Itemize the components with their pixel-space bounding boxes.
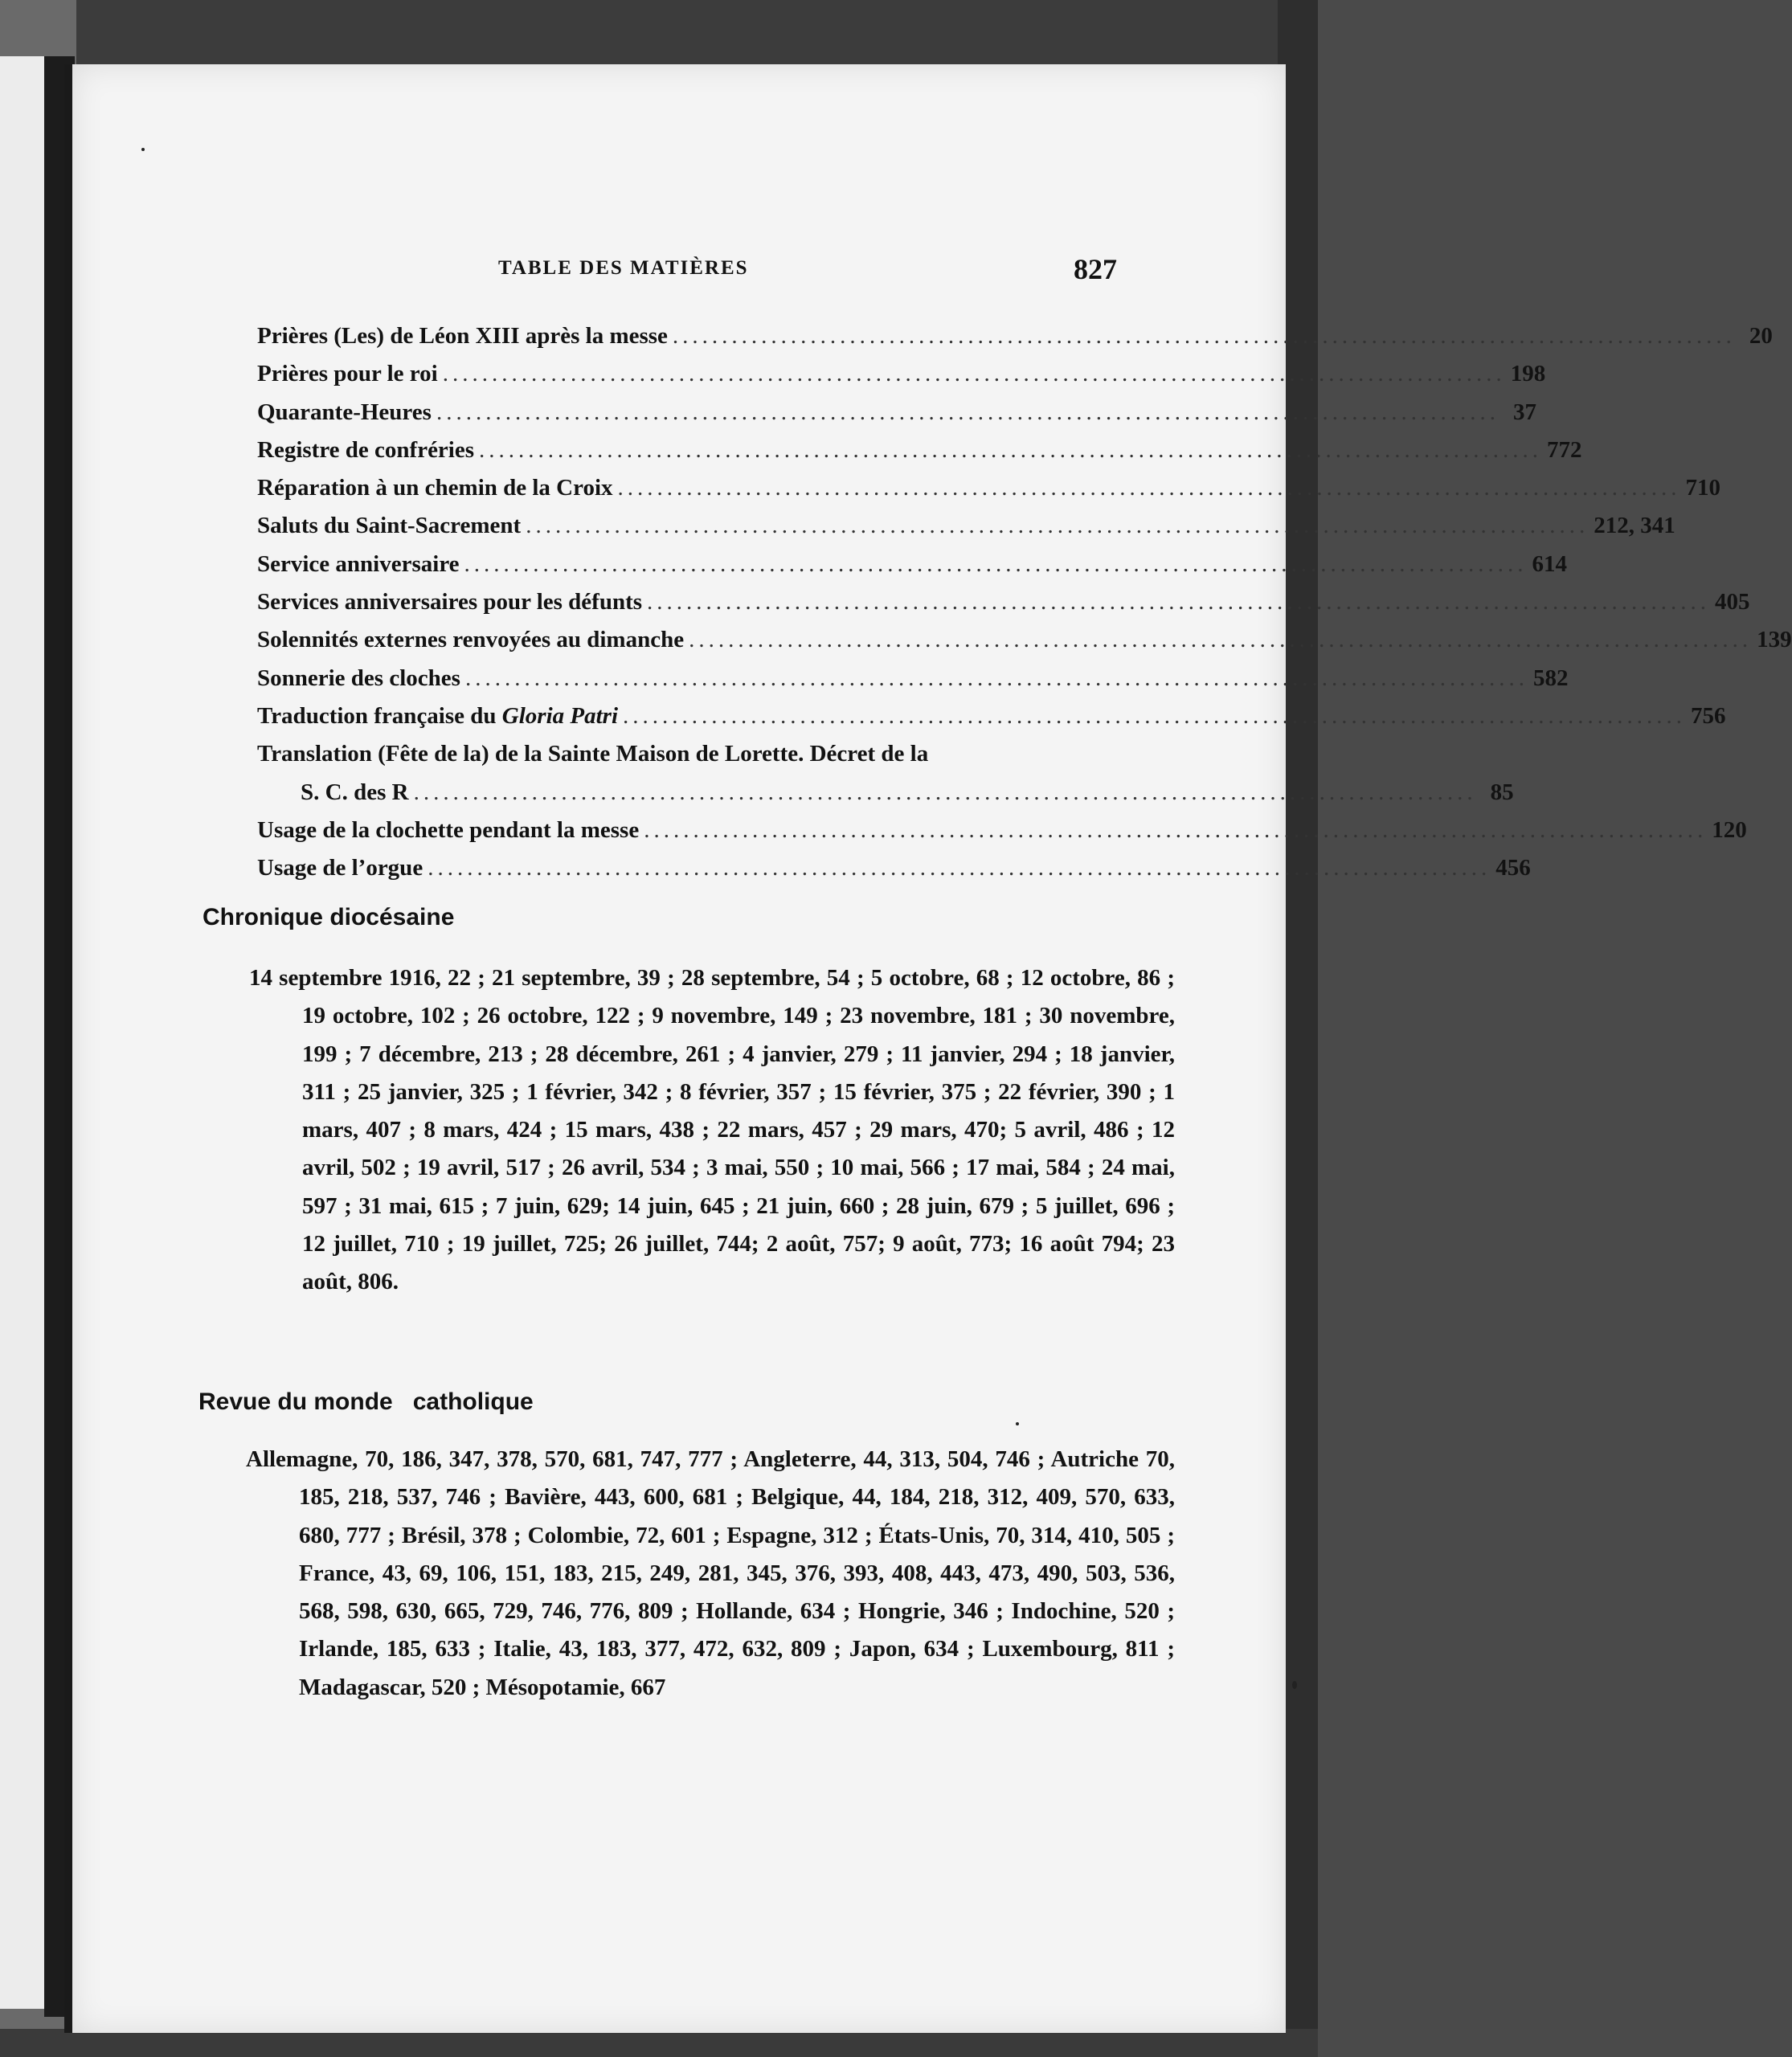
- toc-entry: [257, 589, 1750, 627]
- toc-entry-title: Usage de la clochette pendant la messe: [257, 816, 640, 843]
- dot-leader: ............................................................................................................: [436, 399, 1499, 425]
- dot-leader: ............................................................................................................: [617, 475, 1681, 501]
- dot-leader: ............................................................................................................: [413, 779, 1477, 805]
- toc-entry-title: Saluts du Saint-Sacrement: [257, 513, 522, 539]
- toc-entry-page: 405: [1715, 589, 1750, 615]
- toc-entry: [257, 323, 1773, 361]
- toc-entry: [257, 513, 1675, 550]
- toc-entry-title: [257, 703, 618, 730]
- toc-entry: [257, 855, 1531, 893]
- toc-entry-title: Registre de confréries: [257, 436, 475, 463]
- scan-speck: [1016, 1422, 1019, 1425]
- toc-entry: [257, 361, 1546, 399]
- toc-entry-first-line: [257, 741, 1123, 779]
- running-title: TABLE DES MATIÈRES: [498, 257, 749, 279]
- dot-leader: ............................................................................................................: [428, 855, 1491, 881]
- toc-entry: [257, 816, 1747, 855]
- toc-entry-title: Quarante-Heures: [257, 399, 432, 425]
- dot-leader: ............................................................................................................: [464, 665, 1528, 691]
- scan-speck: [1292, 1681, 1297, 1689]
- toc-entry-page: 756: [1691, 702, 1726, 729]
- toc-entry-title: Service anniversaire: [257, 550, 460, 577]
- scan-frame-bottom: [0, 2029, 1318, 2057]
- dot-leader: ............................................................................................................: [479, 436, 1543, 463]
- toc-entry: [257, 550, 1568, 589]
- dot-leader: ............................................................................................................: [442, 361, 1506, 387]
- toc-entry-page: 456: [1495, 855, 1531, 881]
- toc-entry-page: 20: [1749, 323, 1773, 349]
- toc-entry-page: 120: [1712, 816, 1747, 843]
- toc-entry: [257, 475, 1721, 513]
- revue-paragraph: Allemagne, 70, 186, 347, 378, 570, 681, 747, 777 ; Angleterre, 44, 313, 504, 746 ; Autriche 70, 185, 218, 537, 746 ; Bavière, 443, 600, 681 ; Belgique, 44, 184, 218, 312, 409, 570, 633, 680, 777 ; Brésil, 378 ; Colombie, 72, 601 ; Espagne, 312 ; États-Unis, 70, 314, 410, 505 ; France, 43, 69, 106, 151, 183, 215, 249, 281, 345, 376, 393, 408, 443, 473, 490, 503, 536, 568, 598, 630, 665, 729, 746, 776, 809 ; Hollande, 634 ; Hongrie, 346 ; Indochine, 520 ; Irlande, 185, 633 ; Italie, 43, 183, 377, 472, 632, 809 ; Japon, 634 ; Luxembourg, 811 ; Madagascar, 520 ; Mésopotamie, 667: [246, 1446, 1175, 1700]
- toc-entry-page: 212, 341: [1594, 513, 1675, 539]
- toc-entry-title-line1: Translation (Fête de la) de la Sainte Maison de Lorette. Décret de la: [257, 741, 929, 767]
- dot-leader: ............................................................................................................: [464, 550, 1528, 577]
- toc-entry-title: Sonnerie des cloches: [257, 665, 460, 691]
- toc-entry: [257, 665, 1569, 703]
- toc-entry-page: 710: [1685, 475, 1721, 501]
- toc-entry-title: Réparation à un chemin de la Croix: [257, 475, 613, 501]
- dot-leader: ............................................................................................................: [623, 702, 1687, 729]
- toc-entry-page: 772: [1547, 436, 1582, 463]
- toc-entry-title: Prières (Les) de Léon XIII après la messe: [257, 323, 668, 349]
- section-heading-chronique: Chronique diocésaine: [203, 904, 455, 930]
- toc-entry-page: 37: [1512, 399, 1536, 425]
- toc-entry-title: Usage de l’orgue: [257, 855, 423, 881]
- dot-leader: ............................................................................................................: [526, 513, 1589, 539]
- toc-entry-page: 139: [1757, 627, 1792, 653]
- toc-entry-title-prefix: Traduction française du: [257, 702, 502, 729]
- toc-entry-page: 582: [1532, 665, 1569, 691]
- toc-entry: [257, 702, 1726, 741]
- toc-entry-title: Prières pour le roi: [257, 361, 438, 387]
- toc-entry-page: 85: [1490, 779, 1514, 805]
- toc-entry-page: 198: [1510, 361, 1546, 387]
- toc-entry-title-italic: Gloria Patri: [501, 702, 619, 729]
- dot-leader: ............................................................................................................: [672, 323, 1736, 349]
- scan-frame-top: [0, 0, 1318, 64]
- toc-entry-title-line2: S. C. des R: [301, 779, 409, 805]
- toc-entry: [257, 399, 1536, 437]
- dot-leader: ............................................................................................................: [689, 627, 1753, 653]
- dot-leader: ............................................................................................................: [647, 589, 1711, 615]
- toc-entry-continuation: [257, 779, 1514, 817]
- toc-entry-title: Services anniversaires pour les défunts: [257, 589, 643, 615]
- scan-speck: [141, 148, 145, 151]
- chronique-paragraph: 14 septembre 1916, 22 ; 21 septembre, 39 ; 28 septembre, 54 ; 5 octobre, 68 ; 12 octobre, 86 ; 19 octobre, 102 ; 26 octobre, 122 ; 9 novembre, 149 ; 23 novembre, 181 ; 30 novembre, 199 ; 7 décembre, 213 ; 28 décembre, 261 ; 4 janvier, 279 ; 11 janvier, 294 ; 18 janvier, 311 ; 25 janvier, 325 ; 1 février, 342 ; 8 février, 357 ; 15 février, 375 ; 22 février, 390 ; 1 mars, 407 ; 8 mars, 424 ; 15 mars, 438 ; 22 mars, 457 ; 29 mars, 470; 5 avril, 486 ; 12 avril, 502 ; 19 avril, 517 ; 26 avril, 534 ; 3 mai, 550 ; 10 mai, 566 ; 17 mai, 584 ; 24 mai, 597 ; 31 mai, 615 ; 7 juin, 629; 14 juin, 645 ; 21 juin, 660 ; 28 juin, 679 ; 5 juillet, 696 ; 12 juillet, 710 ; 19 juillet, 725; 26 juillet, 744; 2 août, 757; 9 août, 773; 16 août 794; 23 août, 806.: [249, 965, 1175, 1295]
- toc-entry: [257, 436, 1582, 475]
- toc-list: [257, 323, 1792, 893]
- page-number: 827: [1074, 253, 1117, 285]
- toc-entry: [257, 627, 1792, 665]
- section-heading-revue: Revue du monde catholique: [198, 1388, 534, 1415]
- dot-leader: ............................................................................................................: [644, 816, 1708, 843]
- toc-entry-title: Solennités externes renvoyées au dimanche: [257, 627, 685, 653]
- toc-entry-page: 614: [1532, 550, 1568, 577]
